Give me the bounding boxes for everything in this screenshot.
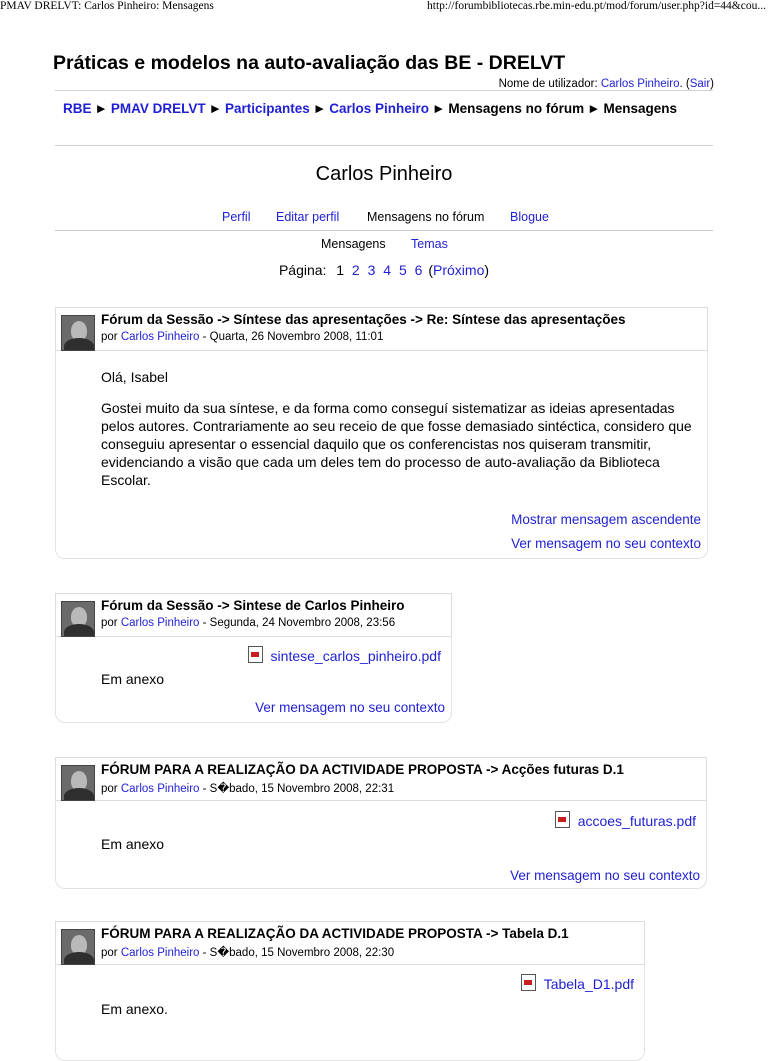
post-date: - Segunda, 24 Novembro 2008, 23:56 bbox=[199, 617, 396, 629]
tab-profile[interactable]: Perfil bbox=[222, 210, 251, 224]
forum-post bbox=[55, 921, 645, 1061]
breadcrumb-separator: ► bbox=[94, 101, 108, 116]
paging-page-5[interactable]: 5 bbox=[398, 262, 407, 278]
post-body bbox=[55, 964, 645, 1061]
view-in-context-link[interactable]: Ver mensagem no seu contexto bbox=[510, 868, 700, 883]
paging-next[interactable]: Próximo bbox=[433, 262, 485, 278]
breadcrumb-separator: ► bbox=[431, 101, 446, 116]
breadcrumb-forum-posts: Mensagens no fórum bbox=[448, 101, 585, 116]
post-author-link[interactable]: Carlos Pinheiro bbox=[120, 617, 200, 629]
post-content bbox=[101, 1000, 634, 1031]
avatar[interactable] bbox=[61, 765, 95, 801]
post-author-link[interactable]: Carlos Pinheiro bbox=[120, 947, 200, 959]
post-byline bbox=[101, 945, 394, 959]
tab-row-secondary bbox=[55, 233, 713, 255]
show-parent-link[interactable]: Mostrar mensagem ascendente bbox=[511, 512, 701, 527]
post-byline bbox=[101, 781, 394, 795]
attachment-name: Tabela_D1.pdf bbox=[543, 976, 634, 992]
post-by: por bbox=[101, 947, 121, 959]
tab-posts[interactable]: Mensagens bbox=[321, 237, 386, 251]
login-info bbox=[499, 78, 714, 90]
tab-edit-profile[interactable]: Editar perfil bbox=[276, 210, 340, 224]
post-by: por bbox=[101, 617, 121, 629]
post-author-link[interactable]: Carlos Pinheiro bbox=[120, 783, 200, 795]
breadcrumb-separator: ► bbox=[208, 101, 223, 116]
post-by: por bbox=[101, 331, 121, 343]
paging-page-2[interactable]: 2 bbox=[351, 262, 360, 278]
breadcrumb-separator: ► bbox=[587, 101, 601, 116]
post-subject: FÓRUM PARA A REALIZAÇÃO DA ACTIVIDADE PROPOSTA -> Tabela D.1 bbox=[101, 926, 569, 941]
post-paragraph: Em anexo bbox=[101, 671, 165, 687]
post-content bbox=[101, 835, 696, 866]
attachment-link[interactable] bbox=[521, 974, 634, 992]
tab-forum-posts[interactable]: Mensagens no fórum bbox=[367, 210, 485, 224]
post-paragraph: Olá, Isabel bbox=[101, 369, 168, 385]
pdf-icon bbox=[248, 646, 263, 663]
post-byline bbox=[101, 617, 395, 629]
login-prefix: Nome de utilizador: bbox=[498, 78, 601, 90]
print-page-url: http://forumbibliotecas.rbe.min-edu.pt/mod/forum/user.php?id=44&cou... bbox=[427, 0, 766, 12]
post-date: - S�bado, 15 Novembro 2008, 22:31 bbox=[199, 783, 395, 795]
post-body bbox=[55, 636, 452, 723]
tab-blog[interactable]: Blogue bbox=[510, 210, 549, 224]
post-header bbox=[55, 757, 707, 801]
paging-label: Página: bbox=[278, 262, 327, 278]
paging-bar bbox=[0, 262, 768, 278]
print-header bbox=[0, 0, 768, 16]
breadcrumb-course[interactable]: PMAV DRELVT bbox=[110, 101, 206, 116]
breadcrumb-user[interactable]: Carlos Pinheiro bbox=[329, 101, 429, 116]
attachment-name: accoes_futuras.pdf bbox=[577, 813, 696, 829]
login-close: ) bbox=[710, 78, 714, 90]
post-paragraph: Em anexo bbox=[101, 836, 165, 852]
login-user-link[interactable]: Carlos Pinheiro bbox=[600, 78, 680, 90]
breadcrumb-separator: ► bbox=[312, 101, 327, 116]
paging-page-6[interactable]: 6 bbox=[414, 262, 423, 278]
page-title: Carlos Pinheiro bbox=[315, 163, 453, 185]
pdf-icon bbox=[555, 811, 570, 828]
post-subject: FÓRUM PARA A REALIZAÇÃO DA ACTIVIDADE PROPOSTA -> Acções futuras D.1 bbox=[101, 762, 624, 777]
tab-discussions[interactable]: Temas bbox=[411, 237, 448, 251]
paging-page-3[interactable]: 3 bbox=[367, 262, 376, 278]
post-paragraph: Gostei muito da sua síntese, e da forma como conseguí sistematizar as ideias apresentadas pelos autores. Contrariamente ao seu receio de que fosse demasiado sintéctica, considero que conseguiu apresentar o essencial daquilo que os conferencistas nos quiseram transmitir, evidenciando a visão que cada um deles tem do processo de auto-avaliação da Biblioteca Escolar. bbox=[101, 400, 692, 488]
post-content bbox=[101, 670, 441, 701]
login-suffix: . ( bbox=[679, 78, 690, 90]
post-subject: Fórum da Sessão -> Sintese de Carlos Pinheiro bbox=[101, 598, 405, 613]
attachment-name: sintese_carlos_pinheiro.pdf bbox=[270, 648, 441, 664]
post-byline bbox=[101, 331, 383, 343]
site-title: Práticas e modelos na auto-avaliação das BE - DRELVT bbox=[53, 52, 566, 74]
post-by: por bbox=[101, 783, 121, 795]
tab-row-primary bbox=[55, 206, 713, 231]
post-date: - Quarta, 26 Novembro 2008, 11:01 bbox=[199, 331, 384, 343]
breadcrumb bbox=[63, 101, 677, 116]
post-header bbox=[55, 593, 452, 637]
post-header bbox=[55, 921, 645, 965]
post-content bbox=[101, 368, 697, 502]
paging-open: ( bbox=[428, 262, 434, 278]
avatar[interactable] bbox=[61, 315, 95, 351]
post-header bbox=[55, 307, 708, 351]
breadcrumb-rbe[interactable]: RBE bbox=[63, 101, 92, 116]
forum-post bbox=[55, 593, 452, 723]
attachment-link[interactable] bbox=[248, 646, 441, 664]
post-subject: Fórum da Sessão -> Síntese das apresentações -> Re: Síntese das apresentações bbox=[101, 312, 626, 327]
view-in-context-link[interactable]: Ver mensagem no seu contexto bbox=[255, 700, 445, 715]
pdf-icon bbox=[521, 974, 536, 991]
post-date: - S�bado, 15 Novembro 2008, 22:30 bbox=[199, 947, 395, 959]
avatar[interactable] bbox=[61, 601, 95, 637]
paging-page-4[interactable]: 4 bbox=[383, 262, 392, 278]
post-author-link[interactable]: Carlos Pinheiro bbox=[120, 331, 200, 343]
forum-post bbox=[55, 757, 707, 889]
post-paragraph: Em anexo. bbox=[101, 1001, 168, 1017]
post-body bbox=[55, 350, 708, 559]
view-in-context-link[interactable]: Ver mensagem no seu contexto bbox=[511, 536, 701, 551]
breadcrumb-posts: Mensagens bbox=[603, 101, 678, 116]
attachment-link[interactable] bbox=[555, 811, 696, 829]
post-body bbox=[55, 800, 707, 889]
avatar[interactable] bbox=[61, 929, 95, 965]
paging-current: 1 bbox=[336, 262, 345, 278]
paging-close: ) bbox=[484, 262, 490, 278]
navbar bbox=[55, 90, 713, 146]
forum-post bbox=[55, 307, 708, 559]
logout-link[interactable]: Sair bbox=[689, 78, 711, 90]
breadcrumb-participants[interactable]: Participantes bbox=[225, 101, 310, 116]
print-page-title: PMAV DRELVT: Carlos Pinheiro: Mensagens bbox=[0, 0, 214, 12]
